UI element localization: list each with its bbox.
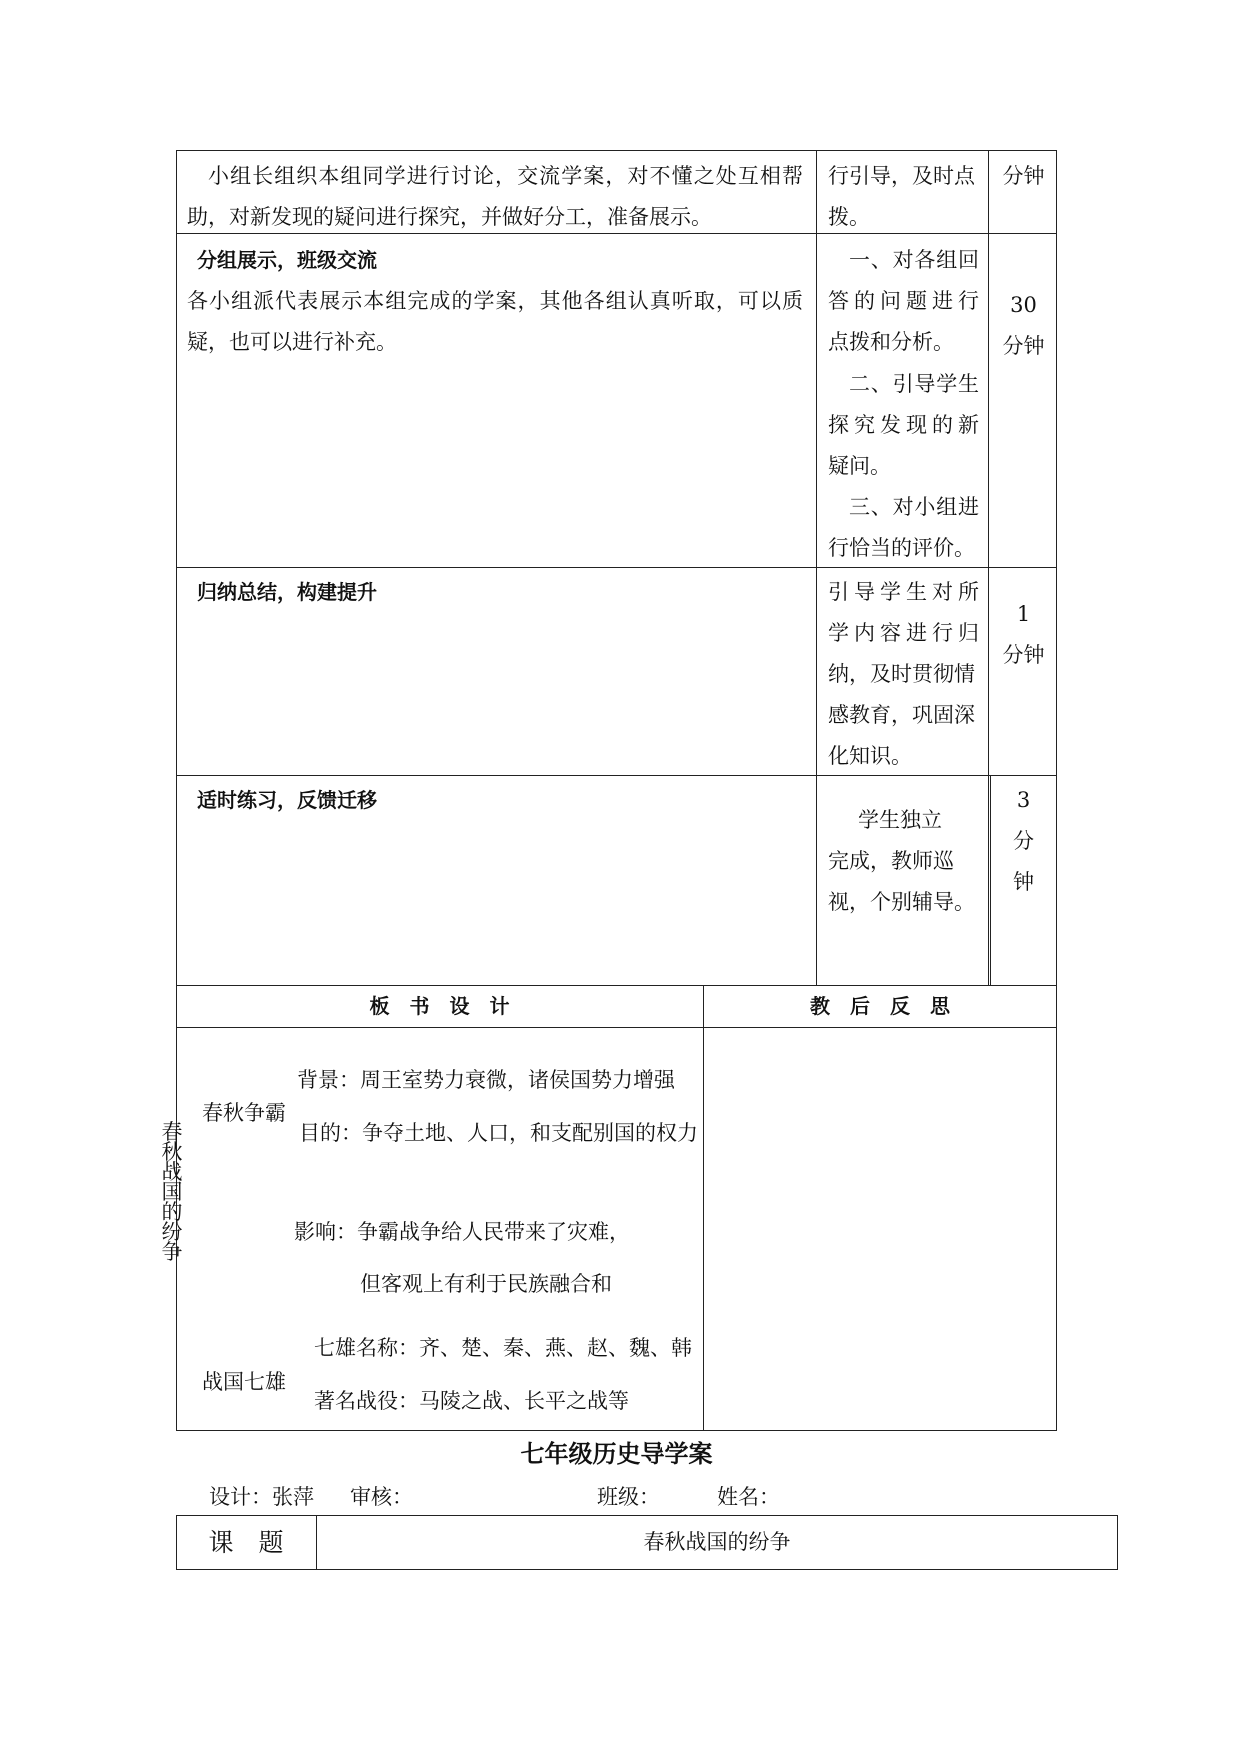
row3-guide-3: 纳，及时贯彻情 [828, 662, 975, 686]
board-battles: 著名战役：马陵之战、长平之战等 [314, 1389, 629, 1413]
row4-time-unit1: 分 [1013, 829, 1034, 853]
vertical-char-5: 的 [161, 1200, 183, 1224]
name-label: 姓名： [717, 1485, 780, 1509]
row2-text-line2: 疑，也可以进行补充。 [187, 330, 397, 354]
vertical-char-7: 争 [161, 1240, 183, 1264]
row2-time-value: 30 [1010, 293, 1037, 317]
board-header-left: 板 书 设 计 [369, 994, 510, 1018]
row3-heading: 归纳总结，构建提升 [197, 580, 377, 604]
row4-time-value: 3 [1016, 788, 1031, 812]
row2-guide-6: 疑问。 [828, 454, 891, 478]
row3-time-unit: 分钟 [1002, 643, 1045, 667]
row2-heading: 分组展示，班级交流 [197, 248, 377, 272]
class-label: 班级： [597, 1485, 660, 1509]
row-divider-3 [176, 775, 1057, 776]
row3-guide-2: 学内容进行归 [828, 621, 979, 645]
row2-guide-8: 行恰当的评价。 [828, 536, 975, 560]
row2-guide-4: 二、引导学生 [849, 372, 979, 396]
row2-guide-7: 三、对小组进 [849, 495, 979, 519]
board-influence-line1: 影响：争霸战争给人民带来了灾难， [294, 1220, 630, 1244]
vertical-char-1: 春 [161, 1120, 183, 1144]
row2-guide-1: 一、对各组回 [849, 248, 979, 272]
row1-time: 分钟 [1002, 164, 1045, 188]
board-influence-line2: 但客观上有利于民族融合和 [360, 1272, 612, 1296]
page-title: 七年级历史导学案 [520, 1440, 713, 1468]
board-header-divider [176, 1027, 1057, 1028]
row1-guide-line2: 拨。 [828, 205, 870, 229]
designer-label: 设计：张萍 [209, 1485, 314, 1509]
reviewer-label: 审核： [350, 1485, 413, 1509]
vertical-char-4: 国 [161, 1180, 183, 1204]
board-purpose: 目的：争夺土地、人口，和支配别国的权力 [299, 1121, 698, 1145]
board-seven-names: 七雄名称：齐、楚、秦、燕、赵、魏、韩 [314, 1336, 692, 1360]
board-warring-states: 战国七雄 [202, 1370, 286, 1394]
row1-guide-line1: 行引导，及时点 [828, 164, 975, 188]
row3-guide-5: 化知识。 [828, 744, 912, 768]
col-divider-2 [988, 150, 989, 986]
row2-guide-3: 点拨和分析。 [828, 330, 954, 354]
row4-guide-1: 学生独立 [858, 808, 942, 832]
board-spring-autumn: 春秋争霸 [202, 1101, 286, 1125]
row4-time-unit2: 钟 [1013, 870, 1034, 894]
row4-heading: 适时练习，反馈迁移 [197, 788, 377, 812]
topic-value: 春秋战国的纷争 [643, 1530, 791, 1554]
col-divider-1 [816, 150, 817, 986]
topic-label: 课 题 [208, 1528, 284, 1557]
board-header-right: 教 后 反 思 [810, 994, 950, 1018]
board-background: 背景：周王室势力衰微，诸侯国势力增强 [297, 1068, 675, 1092]
row2-guide-5: 探究发现的新 [828, 413, 979, 437]
row4-guide-3: 视，个别辅导。 [828, 890, 975, 914]
row3-time-value: 1 [1016, 602, 1031, 626]
row1-text-line1: 小组长组织本组同学进行讨论，交流学案，对不懂之处互相帮 [208, 164, 803, 188]
row3-guide-1: 引导学生对所 [828, 580, 979, 604]
row4-guide-2: 完成，教师巡 [828, 849, 954, 873]
board-column-divider [703, 985, 704, 1431]
vertical-char-6: 纷 [161, 1220, 183, 1244]
vertical-char-3: 战 [161, 1160, 183, 1184]
row2-time-unit: 分钟 [1002, 334, 1045, 358]
row1-text-line2: 助，对新发现的疑问进行探究，并做好分工，准备展示。 [187, 205, 712, 229]
row2-text-line1: 各小组派代表展示本组完成的学案，其他各组认真听取，可以质 [187, 289, 803, 313]
vertical-char-2: 秋 [161, 1140, 183, 1164]
row2-guide-2: 答的问题进行 [828, 289, 979, 313]
row3-guide-4: 感教育，巩固深 [828, 703, 975, 727]
